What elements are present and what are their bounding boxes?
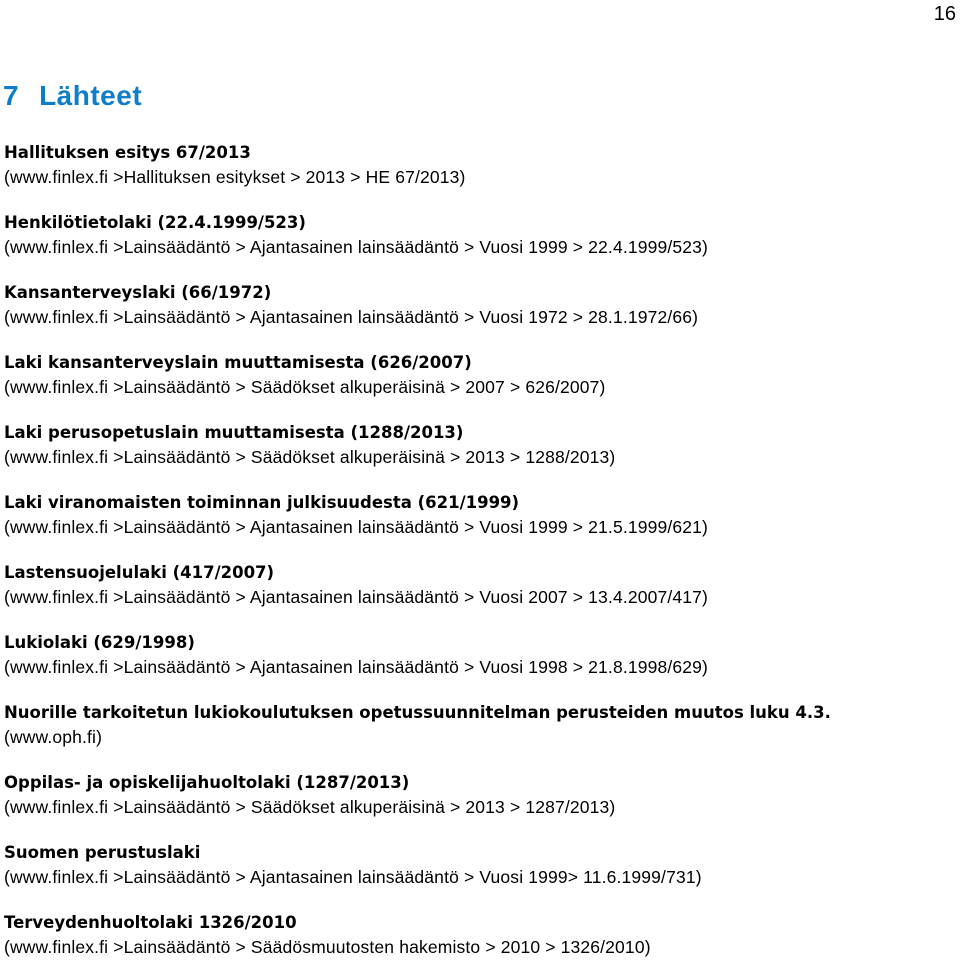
reference-path: (www.finlex.fi >Lainsäädäntö > Säädösmuutosten hakemisto > 2010 > 1326/2010)	[4, 937, 651, 957]
page-number: 16	[933, 3, 956, 25]
reference-item	[4, 631, 954, 679]
reference-path: (www.finlex.fi >Lainsäädäntö > Säädökset alkuperäisinä > 2013 > 1288/2013)	[4, 447, 616, 467]
reference-item	[4, 351, 954, 399]
reference-item	[4, 911, 954, 959]
reference-title: Kansanterveyslaki (66/1972)	[4, 283, 272, 302]
reference-item	[4, 211, 954, 259]
section-heading	[3, 80, 142, 112]
reference-title: Oppilas- ja opiskelijahuoltolaki (1287/2013)	[4, 773, 410, 792]
reference-title: Henkilötietolaki (22.4.1999/523)	[4, 213, 306, 232]
reference-path: (www.finlex.fi >Lainsäädäntö > Säädökset alkuperäisinä > 2007 > 626/2007)	[4, 377, 606, 397]
reference-title: Hallituksen esitys 67/2013	[4, 143, 251, 162]
reference-title: Suomen perustuslaki	[4, 843, 201, 862]
reference-title: Laki viranomaisten toiminnan julkisuudesta (621/1999)	[4, 493, 520, 512]
reference-item	[4, 491, 954, 539]
reference-title: Laki kansanterveyslain muuttamisesta (626/2007)	[4, 353, 472, 372]
reference-title: Lukiolaki (629/1998)	[4, 633, 195, 652]
reference-path: (www.finlex.fi >Lainsäädäntö > Ajantasainen lainsäädäntö > Vuosi 1999> 11.6.1999/731)	[4, 867, 702, 887]
reference-item	[4, 561, 954, 609]
reference-list	[4, 141, 954, 959]
reference-path: (www.finlex.fi >Hallituksen esitykset > 2013 > HE 67/2013)	[4, 167, 466, 187]
section-title: Lähteet	[39, 80, 143, 111]
reference-item	[4, 771, 954, 819]
reference-path: (www.oph.fi)	[4, 727, 103, 747]
reference-path: (www.finlex.fi >Lainsäädäntö > Ajantasainen lainsäädäntö > Vuosi 1999 > 21.5.1999/621)	[4, 517, 709, 537]
reference-title: Lastensuojelulaki (417/2007)	[4, 563, 275, 582]
reference-item	[4, 701, 954, 749]
section-number: 7	[3, 80, 20, 111]
reference-item	[4, 421, 954, 469]
reference-title: Terveydenhuoltolaki 1326/2010	[4, 913, 297, 932]
reference-path: (www.finlex.fi >Lainsäädäntö > Ajantasainen lainsäädäntö > Vuosi 2007 > 13.4.2007/417)	[4, 587, 709, 607]
reference-item	[4, 141, 954, 189]
reference-path: (www.finlex.fi >Lainsäädäntö > Ajantasainen lainsäädäntö > Vuosi 1998 > 21.8.1998/629)	[4, 657, 709, 677]
reference-title: Laki perusopetuslain muuttamisesta (1288/2013)	[4, 423, 464, 442]
reference-item	[4, 841, 954, 889]
reference-item	[4, 281, 954, 329]
reference-path: (www.finlex.fi >Lainsäädäntö > Säädökset alkuperäisinä > 2013 > 1287/2013)	[4, 797, 616, 817]
reference-path: (www.finlex.fi >Lainsäädäntö > Ajantasainen lainsäädäntö > Vuosi 1972 > 28.1.1972/66)	[4, 307, 699, 327]
reference-path: (www.finlex.fi >Lainsäädäntö > Ajantasainen lainsäädäntö > Vuosi 1999 > 22.4.1999/523)	[4, 237, 709, 257]
reference-title: Nuorille tarkoitetun lukiokoulutuksen opetussuunnitelman perusteiden muutos luku 4.3.	[4, 703, 831, 722]
